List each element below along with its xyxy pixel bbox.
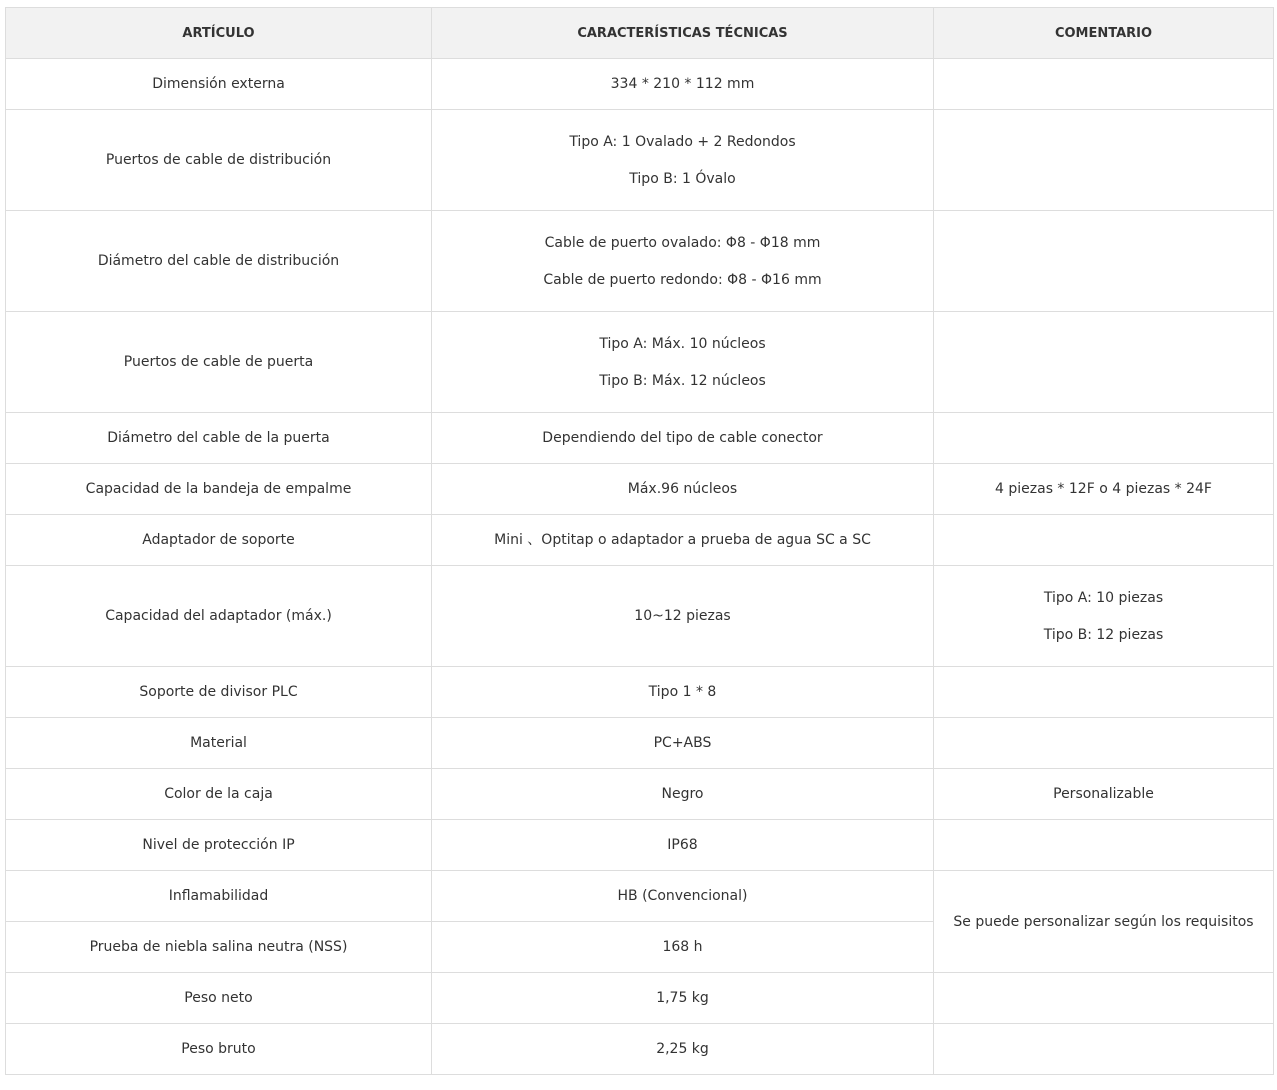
cell-item: Dimensión externa: [6, 59, 432, 110]
table-row: [6, 820, 1274, 871]
cell-comment: [934, 566, 1274, 667]
cell-item: Nivel de protección IP: [6, 820, 432, 871]
cell-spec: [432, 464, 934, 515]
spec-table: [5, 7, 1274, 1075]
cell-comment: [934, 871, 1274, 973]
table-row: [6, 312, 1274, 413]
table-row: [6, 110, 1274, 211]
table-row: [6, 59, 1274, 110]
cell-comment: [934, 59, 1274, 110]
cell-comment: [934, 515, 1274, 566]
comment-line: Se puede personalizar según los requisitos: [953, 913, 1254, 930]
cell-item: Diámetro del cable de la puerta: [6, 413, 432, 464]
cell-item: Peso bruto: [6, 1024, 432, 1075]
table-row: [6, 566, 1274, 667]
spec-line: Mini 、Optitap o adaptador a prueba de agua SC a SC: [494, 532, 871, 548]
cell-item: Material: [6, 718, 432, 769]
cell-item: Puertos de cable de distribución: [6, 110, 432, 211]
table-row: [6, 769, 1274, 820]
header-item: ARTÍCULO: [6, 8, 432, 59]
comment-line: 4 piezas * 12F o 4 piezas * 24F: [995, 481, 1212, 497]
cell-spec: [432, 515, 934, 566]
spec-line: Tipo A: Máx. 10 núcleos: [599, 335, 766, 352]
comment-line: Personalizable: [1053, 786, 1154, 802]
spec-line: PC+ABS: [653, 735, 712, 751]
cell-spec: [432, 566, 934, 667]
spec-line: Cable de puerto ovalado: Φ8 - Φ18 mm: [544, 234, 821, 251]
cell-item: Adaptador de soporte: [6, 515, 432, 566]
spec-line: Negro: [661, 786, 704, 802]
cell-comment: [934, 820, 1274, 871]
table-row: [6, 667, 1274, 718]
spec-line: 334 * 210 * 112 mm: [610, 76, 755, 92]
spec-line: Tipo 1 * 8: [648, 684, 717, 700]
spec-line: 10~12 piezas: [634, 608, 731, 624]
spec-line: Tipo B: 1 Óvalo: [629, 170, 736, 187]
table-row: [6, 1024, 1274, 1075]
table-row: [6, 464, 1274, 515]
spec-line: 1,75 kg: [656, 990, 709, 1006]
cell-spec: [432, 211, 934, 312]
header-spec: CARACTERÍSTICAS TÉCNICAS: [432, 8, 934, 59]
spec-line: HB (Convencional): [617, 888, 748, 904]
spec-line: Cable de puerto redondo: Φ8 - Φ16 mm: [543, 271, 822, 288]
table-row: [6, 718, 1274, 769]
spec-line: Máx.96 núcleos: [627, 481, 738, 497]
spec-line: 168 h: [662, 939, 703, 955]
cell-comment: [934, 1024, 1274, 1075]
cell-spec: [432, 413, 934, 464]
cell-comment: [934, 464, 1274, 515]
cell-item: Color de la caja: [6, 769, 432, 820]
cell-spec: [432, 59, 934, 110]
cell-comment: [934, 211, 1274, 312]
cell-item: Capacidad del adaptador (máx.): [6, 566, 432, 667]
cell-item: Peso neto: [6, 973, 432, 1024]
spec-line: IP68: [667, 837, 698, 853]
comment-line: Tipo A: 10 piezas: [1043, 589, 1164, 606]
cell-item: Puertos de cable de puerta: [6, 312, 432, 413]
cell-spec: [432, 769, 934, 820]
comment-line: Tipo B: 12 piezas: [1043, 626, 1164, 643]
table-row: [6, 413, 1274, 464]
table-row: [6, 515, 1274, 566]
cell-spec: [432, 1024, 934, 1075]
table-row: [6, 211, 1274, 312]
cell-item: Capacidad de la bandeja de empalme: [6, 464, 432, 515]
header-comment: COMENTARIO: [934, 8, 1274, 59]
cell-comment: [934, 718, 1274, 769]
cell-spec: [432, 718, 934, 769]
cell-spec: [432, 820, 934, 871]
spec-line: Tipo A: 1 Ovalado + 2 Redondos: [569, 133, 796, 150]
table-header-row: [6, 8, 1274, 59]
cell-spec: [432, 973, 934, 1024]
cell-spec: [432, 312, 934, 413]
spec-line: Dependiendo del tipo de cable conector: [542, 430, 823, 446]
cell-comment: [934, 973, 1274, 1024]
table-row: [6, 871, 1274, 922]
cell-item: Soporte de divisor PLC: [6, 667, 432, 718]
cell-spec: [432, 110, 934, 211]
cell-item: Prueba de niebla salina neutra (NSS): [6, 922, 432, 973]
spec-line: Tipo B: Máx. 12 núcleos: [599, 372, 766, 389]
table-row: [6, 973, 1274, 1024]
cell-comment: [934, 413, 1274, 464]
table-body: [6, 59, 1274, 1075]
cell-spec: [432, 667, 934, 718]
cell-comment: [934, 769, 1274, 820]
spec-line: 2,25 kg: [656, 1041, 709, 1057]
cell-comment: [934, 110, 1274, 211]
cell-comment: [934, 667, 1274, 718]
cell-spec: [432, 922, 934, 973]
cell-item: Inflamabilidad: [6, 871, 432, 922]
cell-comment: [934, 312, 1274, 413]
cell-item: Diámetro del cable de distribución: [6, 211, 432, 312]
cell-spec: [432, 871, 934, 922]
